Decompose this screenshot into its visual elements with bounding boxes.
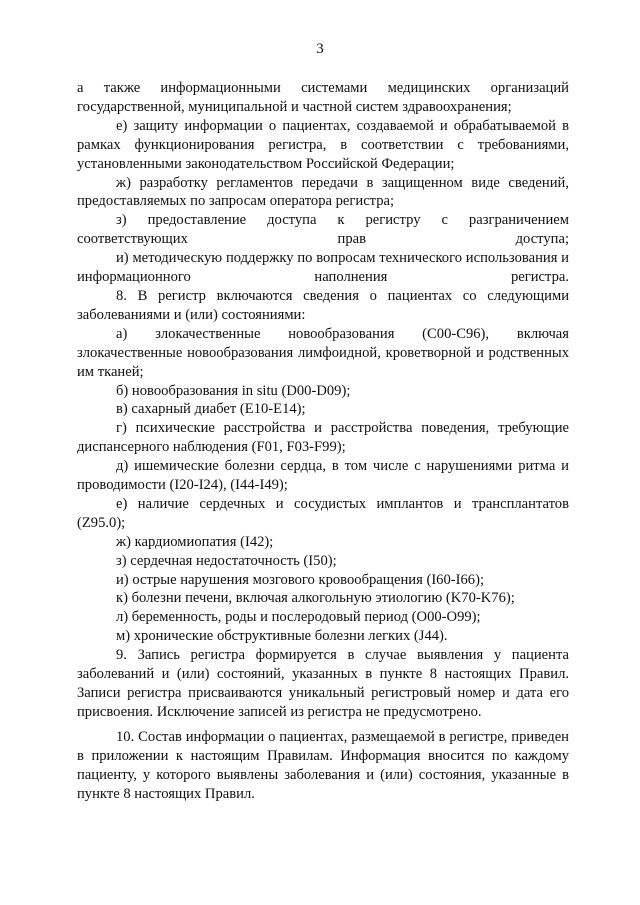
paragraph-item-zh-regulations: ж) разработку регламентов передачи в защищенном виде сведений, предоставляемых по запросам оператора регистра; [77, 174, 569, 210]
paragraph-section-8: 8. В регистр включаются сведения о пациентах со следующими заболеваниями и (или) состояниями: [77, 287, 569, 323]
page-number: 3 [316, 41, 324, 57]
document-body [77, 79, 569, 803]
paragraph-item-i-methodical-support: и) методическую поддержку по вопросам технического использования и информационного наполнения регистра. [77, 250, 569, 286]
paragraph-item-e-information-protection: е) защиту информации о пациентах, создаваемой и обрабатываемой в рамках функционирования регистра, в соответствии с требованиями, установленными законодательством Российской Федерации; [77, 117, 569, 172]
paragraph-item-d-ischemic-heart-disease: д) ишемические болезни сердца, в том числе с нарушениями ритма и проводимости (I20-I24), (I44-I49); [77, 458, 569, 494]
paragraph-item-v-diabetes: в) сахарный диабет (E10-E14); [116, 401, 306, 418]
paragraph-item-b-neoplasms-in-situ: б) новообразования in situ (D00-D09); [116, 382, 351, 399]
paragraph-continuation: а также информационными системами медицинских организаций государственной, муниципальной и частной систем здравоохранения; [77, 80, 569, 115]
paragraph-section-9: 9. Запись регистра формируется в случае выявления у пациента заболеваний и (или) состояний, указанных в пункте 8 настоящих Правил. Записи регистра присваиваются уникальный регистровый номер и дата его присвоения. Исключение записей из регистра не предусмотрено. [77, 647, 569, 720]
paragraph-item-m-copd: м) хронические обструктивные болезни легких (J44). [116, 628, 448, 645]
paragraph-item-l-pregnancy: л) беременность, роды и послеродовый период (O00-O99); [116, 609, 481, 626]
paragraph-item-g-mental-disorders: г) психические расстройства и расстройства поведения, требующие диспансерного наблюдения (F01, F03-F99); [77, 420, 569, 456]
paragraph-item-e-implants: е) наличие сердечных и сосудистых имплантов и трансплантатов (Z95.0); [77, 495, 569, 531]
paragraph-item-zh-cardiomyopathy: ж) кардиомиопатия (I42); [116, 533, 274, 550]
paragraph-item-a-malignant-neoplasms: а) злокачественные новообразования (C00-C96), включая злокачественные новообразования лимфоидной, кроветворной и родственных им тканей; [77, 325, 569, 380]
paragraph-item-z-access: з) предоставление доступа к регистру с разграничением соответствующих прав доступа; [77, 212, 569, 248]
paragraph-item-i-stroke: и) острые нарушения мозгового кровообращения (I60-I66); [116, 571, 485, 588]
paragraph-item-k-liver-disease: к) болезни печени, включая алкогольную этиологию (K70-K76); [116, 590, 515, 607]
paragraph-item-z-heart-failure: з) сердечная недостаточность (I50); [116, 552, 337, 569]
paragraph-section-10: 10. Состав информации о пациентах, размещаемой в регистре, приведен в приложении к настоящим Правилам. Информация вносится по каждому пациенту, у которого выявлены заболевания и (или) состояния, указанные в пункте 8 настоящих Правил. [77, 728, 569, 802]
